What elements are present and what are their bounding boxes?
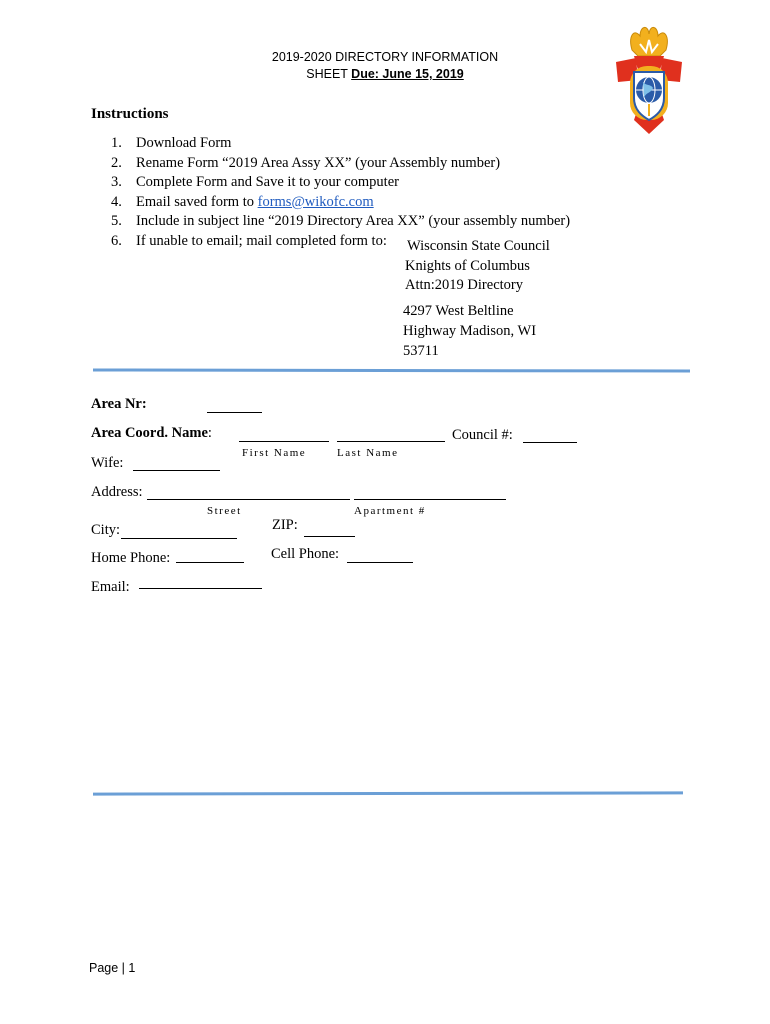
first-name-caption: First Name [242, 447, 307, 459]
apartment-caption: Apartment # [354, 505, 426, 517]
instructions-title: Instructions [91, 106, 169, 122]
last-name-caption: Last Name [337, 447, 399, 459]
email-label: Email: [91, 579, 130, 595]
mail-address-line-4: 4297 West Beltline [403, 303, 514, 319]
area-coord-last-name-field[interactable] [337, 441, 445, 442]
area-coord-label: Area Coord. Name: [91, 425, 212, 441]
zip-label: ZIP: [272, 517, 298, 533]
city-label: City: [91, 522, 121, 538]
list-item: 1. Download Form [111, 135, 232, 151]
header-due-date: Due: June 15, 2019 [351, 67, 464, 81]
mail-address-line-2: Knights of Columbus [405, 258, 530, 274]
list-item: 5. Include in subject line “2019 Directory Area XX” (your assembly number) [111, 213, 571, 229]
bottom-divider [93, 791, 683, 795]
top-divider [93, 368, 690, 372]
knights-of-columbus-emblem-icon [610, 22, 688, 140]
street-caption: Street [207, 505, 242, 517]
list-item: 2. Rename Form “2019 Area Assy XX” (your Assembly number) [111, 154, 501, 171]
list-item: 6. If unable to email; mail completed form to: [111, 232, 387, 249]
cell-phone-label: Cell Phone: [271, 546, 340, 562]
mail-address-line-3: Attn:2019 Directory [405, 277, 523, 293]
mail-address-line-1: Wisconsin State Council [407, 238, 550, 254]
email-link[interactable]: forms@wikofc.com [257, 193, 374, 210]
mail-address-line-6: 53711 [403, 343, 439, 359]
home-phone-field[interactable] [176, 562, 244, 563]
area-nr-field[interactable] [207, 412, 262, 413]
area-coord-first-name-field[interactable] [239, 441, 329, 442]
city-field[interactable] [121, 538, 237, 539]
area-nr-label: Area Nr: [91, 396, 147, 412]
wife-label: Wife: [91, 455, 124, 471]
mail-address-line-5: Highway Madison, WI [403, 323, 537, 339]
cell-phone-field[interactable] [347, 562, 413, 563]
list-item: 3. Complete Form and Save it to your computer [111, 174, 399, 190]
list-item: 4. Email saved form to forms@wikofc.com [111, 193, 374, 210]
header-sheet: SHEET [306, 67, 352, 81]
zip-field[interactable] [304, 536, 355, 537]
header-line-1: 2019-2020 DIRECTORY INFORMATION [271, 50, 499, 64]
email-field[interactable] [139, 588, 262, 589]
wife-field[interactable] [133, 470, 220, 471]
instructions-list [111, 134, 570, 251]
apartment-field[interactable] [354, 499, 506, 500]
header-line-2 [235, 67, 535, 81]
page-number: Page | 1 [89, 961, 136, 975]
street-field[interactable] [147, 499, 350, 500]
address-label: Address: [91, 484, 143, 500]
home-phone-label: Home Phone: [91, 550, 171, 566]
council-label: Council #: [452, 427, 513, 443]
council-field[interactable] [523, 442, 577, 443]
